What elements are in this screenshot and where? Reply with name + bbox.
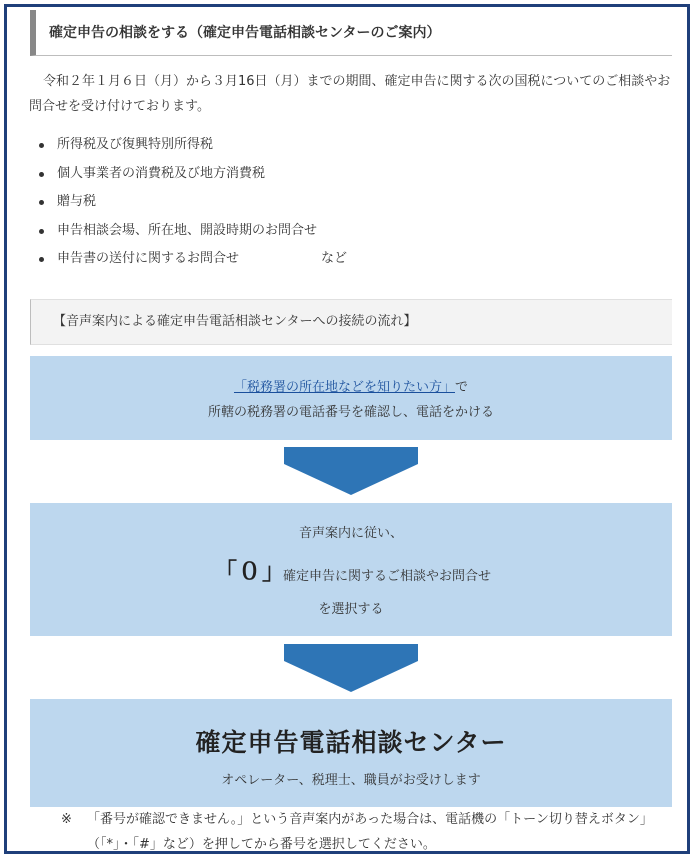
- section-heading: 確定申告の相談をする（確定申告電話相談センターのご案内）: [30, 10, 672, 56]
- page-frame: [4, 4, 690, 854]
- bullet-icon: [39, 200, 44, 205]
- bullet-icon: [39, 172, 44, 177]
- list-item: 贈与税: [35, 188, 655, 217]
- list-item: 個人事業者の消費税及び地方消費税: [35, 160, 655, 189]
- step-2-option-text: 確定申告に関するご相談やお問合せ: [283, 569, 492, 584]
- note: [61, 807, 681, 857]
- note-text: 「番号が確認できません。」という音声案内があった場合は、電話機の「トーン切り替えボタン」（「*」・「#」など）を押してから番号を選択してください。: [87, 812, 653, 852]
- down-arrow-icon: [284, 447, 418, 495]
- tax-list: [35, 131, 655, 274]
- tax-office-location-link[interactable]: 「税務署の所在地などを知りたい方」: [233, 380, 455, 395]
- step-1-box: [30, 356, 672, 440]
- list-item: 所得税及び復興特別所得税: [35, 131, 655, 160]
- step-2-text: 音声案内に従い、: [298, 526, 403, 541]
- step-2-select-text: を選択する: [318, 602, 384, 617]
- list-item: 申告相談会場、所在地、開設時期のお問合せ: [35, 217, 655, 246]
- bullet-icon: [39, 229, 44, 234]
- bullet-icon: [39, 143, 44, 148]
- list-item: 申告書の送付に関するお問合せ など: [35, 245, 655, 274]
- flow-title: 【音声案内による確定申告電話相談センターへの接続の流れ】: [30, 299, 672, 345]
- center-title: 確定申告電話相談センター: [195, 728, 507, 757]
- down-arrow-icon: [284, 644, 418, 692]
- intro-text: 令和２年１月６日（月）から３月16日（月）までの期間、確定申告に関する次の国税についてのご相談やお問合せを受け付けております。: [29, 74, 671, 114]
- zero-key-label: 「０」: [214, 559, 286, 585]
- step-2-box: [30, 503, 672, 636]
- center-subtitle: オペレーター、税理士、職員がお受けします: [221, 773, 481, 788]
- step-1-link-suffix: で: [455, 380, 469, 395]
- list-suffix: など: [321, 251, 348, 267]
- note-mark: ※: [61, 812, 72, 827]
- step-3-box: [30, 699, 672, 807]
- bullet-icon: [39, 257, 44, 262]
- step-1-text: 所轄の税務署の電話番号を確認し、電話をかける: [207, 405, 494, 420]
